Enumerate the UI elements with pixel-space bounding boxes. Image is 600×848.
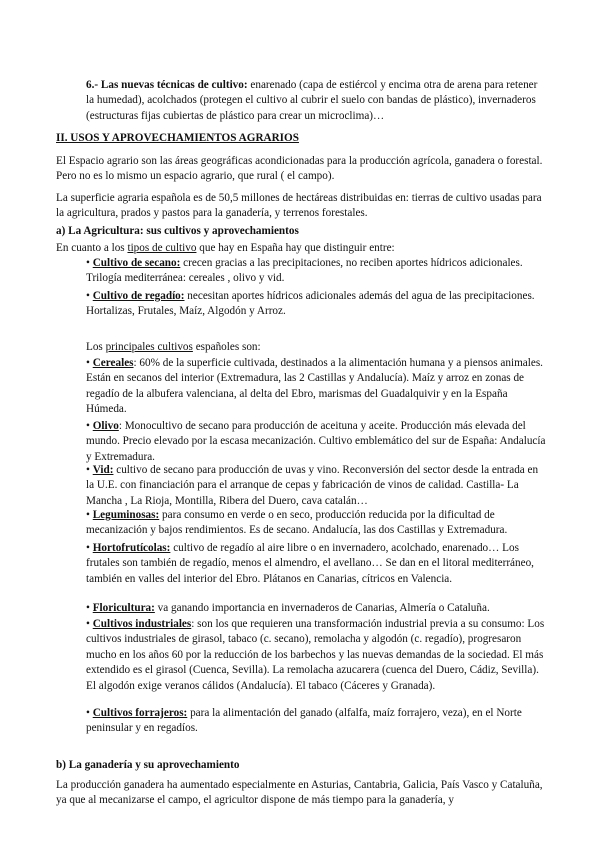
bullet-icon: • <box>86 542 90 554</box>
intro-label: 6.- Las nuevas técnicas de cultivo: <box>86 79 248 91</box>
paragraph-espacio-agrario: El Espacio agrario son las áreas geográficas acondicionadas para la producción agrícola, ganadera o forestal. Pero no es lo mismo un espacio agrario, que rural ( el campo). <box>56 155 543 183</box>
intro-text: enarenado (capa de estiércol y encima otra de arena para retener la humedad), acolchados (protegen el cultivo al cubrir el suelo con bandas de plástico), invernaderos (estructuras fijas cubiertas de plástico para crear un microclima)… <box>86 79 538 122</box>
list-item-cultivos-industriales <box>86 617 548 694</box>
bullet-icon: • <box>86 618 90 630</box>
list-item-floricultura <box>86 601 548 616</box>
list-item-text: cultivo de secano para producción de uvas y vino. Reconversión del sector desde la entrada en la U.E. con financiación para el arranque de cepas y fabricación de vinos de calidad. Castilla- La Mancha , La Rioja, Montilla, Ribera del Duero, cava catalán… <box>86 464 539 507</box>
list-item-olivo <box>86 419 548 465</box>
list-item-label: Cereales <box>92 357 134 369</box>
bullet-icon: • <box>86 602 90 614</box>
list-item-leguminosas <box>86 508 548 539</box>
subheading-agricultura: a) La Agricultura: sus cultivos y aprovechamientos <box>56 225 299 237</box>
paragraph-ganaderia: La producción ganadera ha aumentado especialmente en Asturias, Cantabria, Galicia, País Vasco y Cataluña, ya que al mecanizarse el campo, el agricultor dispone de más tiempo para la ganadería, y <box>56 779 543 807</box>
list-item-cereales <box>86 356 548 418</box>
list-item-label: Hortofrutícolas: <box>92 542 171 554</box>
bullet-icon: • <box>86 257 90 269</box>
types-intro <box>56 241 548 256</box>
list-item-secano <box>86 256 548 287</box>
types-intro-pre: En cuanto a los <box>56 242 128 254</box>
list-item-label: Olivo <box>92 420 119 432</box>
list-item-vid <box>86 463 548 509</box>
list-item-label: Floricultura: <box>92 602 155 614</box>
list-item-label: Cultivos forrajeros: <box>92 707 188 719</box>
list-item-cultivos-forrajeros <box>86 706 548 737</box>
section-title: II. USOS Y APROVECHAMIENTOS AGRARIOS <box>56 132 299 144</box>
bullet-icon: • <box>86 357 90 369</box>
main-intro-pre: Los <box>86 341 106 353</box>
subheading-ganaderia: b) La ganadería y su aprovechamiento <box>56 759 240 771</box>
list-item-label: Cultivos industriales <box>92 618 192 630</box>
list-item-text: : Monocultivo de secano para producción de aceituna y aceite. Producción más elevada del mundo. Precio elevado por la escasa mecanización. Cultivo emblemático del sur de España: Andalucía y Extremadura. <box>86 420 546 463</box>
list-item-text: : 60% de la superficie cultivada, destinados a la alimentación humana y a piensos animales. Están en secanos del interior (Extremadura, las 2 Castillas y Andalucía). Maíz y arroz en zonas de regadío de la albufera valenciana, al delta del Ebro, marismas del Guadalquivir y en la España Húmeda. <box>86 357 543 416</box>
list-item-text: para la alimentación del ganado (alfalfa, maíz forrajero, veza), en el Norte peninsular y en regadíos. <box>86 707 522 735</box>
paragraph-superficie-agraria: La superficie agraria española es de 50,5 millones de hectáreas distribuidas en: tierras de cultivo usadas para la agricultura, prados y pastos para la ganadería, y terrenos forestales. <box>56 192 542 220</box>
bullet-icon: • <box>86 420 90 432</box>
list-item-text: va ganando importancia en invernaderos de Canarias, Almería o Cataluña. <box>154 602 490 614</box>
bullet-icon: • <box>86 464 90 476</box>
main-crops-intro <box>86 340 548 355</box>
main-intro-post: españoles son: <box>192 341 261 353</box>
list-item-text: cultivo de regadío al aire libre o en invernadero, acolchado, enarenado… Los frutales son también de regadío, menos el almendro, el avellano… Se dan en el litoral mediterráneo, también en valles del interior del Ebro. Plátanos en Canarias, cítricos en Valencia. <box>86 542 534 585</box>
types-intro-link: tipos de cultivo <box>127 242 197 254</box>
list-item-text: crecen gracias a las precipitaciones, no reciben aportes hídricos adicionales. Trilogía mediterránea: cereales , olivo y vid. <box>86 257 523 285</box>
types-intro-post: que hay en España hay que distinguir entre: <box>196 242 395 254</box>
bullet-icon: • <box>86 707 90 719</box>
list-item-label: Cultivo de secano: <box>92 257 181 269</box>
list-item-regadio <box>86 289 548 320</box>
list-item-label: Cultivo de regadío: <box>92 290 185 302</box>
list-item-text: necesitan aportes hídricos adicionales además del agua de las precipitaciones. Hortalizas, Frutales, Maíz, Algodón y Arroz. <box>86 290 535 318</box>
intro-paragraph <box>86 78 548 124</box>
list-item-label: Vid: <box>92 464 114 476</box>
list-item-text: : son los que requieren una transformación industrial previa a su consumo: Los cultivos industriales de girasol, tabaco (c. secano), remolacha y algodón (c. regadío), progresaron mucho en los años 60 por la reducción de los barbechos y las nuevas demandas de la sociedad. El más extendido es el girasol (Cuenca, Sevilla). La remolacha azucarera (cuenca del Duero, Cádiz, Sevilla). El algodón exige veranos cálidos (Andalucía). El tabaco (Cáceres y Granada). <box>86 618 545 692</box>
bullet-icon: • <box>86 290 90 302</box>
list-item-hortofruticolas <box>86 541 548 587</box>
list-item-text: para consumo en verde o en seco, producción reducida por la dificultad de mecanización y bajos rendimientos. Es de secano. Andalucía, las dos Castillas y Extremadura. <box>86 509 508 537</box>
main-intro-link: principales cultivos <box>105 341 193 353</box>
list-item-label: Leguminosas: <box>92 509 160 521</box>
bullet-icon: • <box>86 509 90 521</box>
